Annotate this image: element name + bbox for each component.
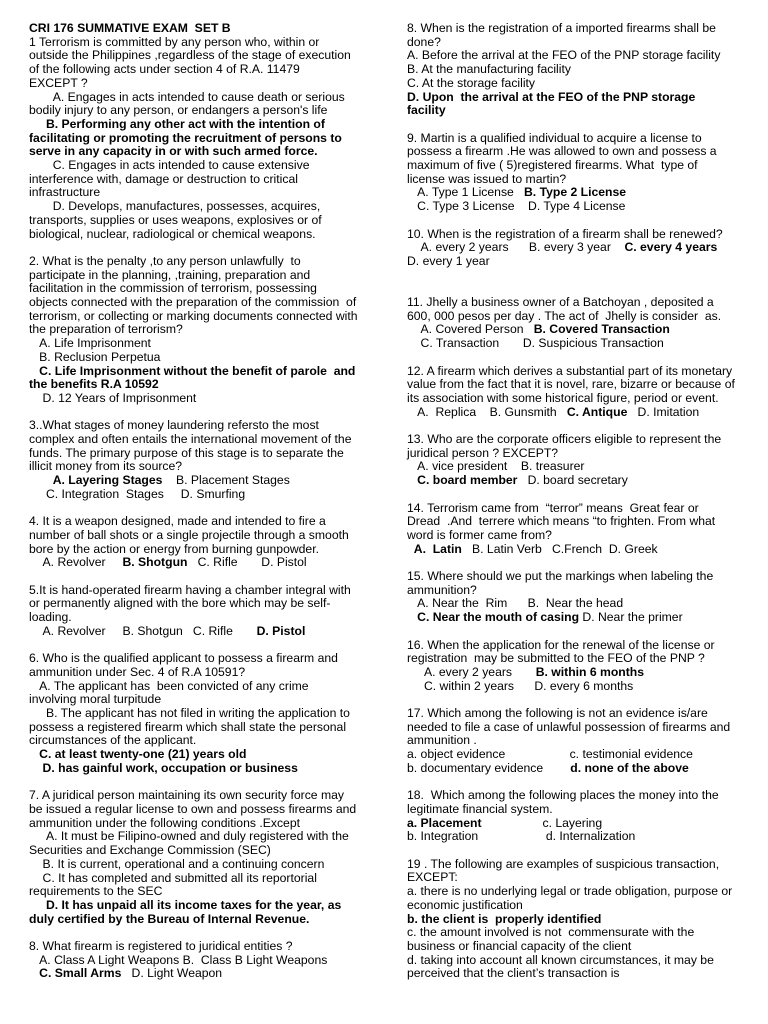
exam-title: CRI 176 SUMMATIVE EXAM SET B — [29, 21, 231, 35]
blank-line — [29, 241, 374, 255]
text-line: a. there is no underlying legal or trade obligation, purpose or — [407, 884, 733, 899]
text-line — [407, 611, 747, 625]
answer-line: C. at least twenty-one (21) years old — [29, 747, 247, 762]
text-line: 16. When the application for the renewal of the license or — [407, 637, 715, 652]
text-line: 10. When is the registration of a firearm shall be renewed? — [407, 226, 723, 241]
text-line: C. Type 3 License D. Type 4 License — [407, 199, 626, 214]
text-line: A. Life Imprisonment — [29, 336, 151, 351]
text-line: infrastructure — [29, 185, 101, 200]
blank-line — [407, 269, 747, 283]
line-segment: A. Revolver — [29, 555, 123, 570]
text-line: 7. A juridical person maintaining its own security force may — [29, 788, 344, 803]
answer-text: d. none of the above — [570, 760, 689, 775]
text-line: 13. Who are the corporate officers eligible to represent the — [407, 432, 722, 446]
text-line: C. It has completed and submitted all its reportorial — [29, 870, 317, 885]
text-line: interference with, damage or destruction to critical — [29, 171, 298, 186]
blank-line — [407, 351, 747, 365]
answer-line: C. Life Imprisonment without the benefit of parole and — [29, 363, 356, 378]
text-line: biological, nuclear, radiological or chemical weapons. — [29, 226, 316, 241]
text-line: value from the fact that it is novel, rare, bizarre or because of — [407, 377, 735, 392]
text-line — [407, 543, 747, 557]
text-line: illicit money from its source? — [29, 459, 183, 474]
text-line: the preparation of terrorism? — [29, 322, 183, 337]
text-line: A. vice president B. treasurer — [407, 459, 585, 474]
text-line: needed to file a case of unlawful possession of firearms and — [407, 719, 731, 734]
text-line: 2. What is the penalty ,to any person unlawfully to — [29, 253, 301, 268]
text-line: B. It is current, operational and a continuing concern — [29, 856, 325, 871]
line-segment: A. every 2 years B. every 3 year — [407, 240, 625, 255]
text-line: business or financial capacity of the client — [407, 938, 632, 953]
text-line: participate in the planning, ,training, preparation and — [29, 267, 311, 282]
text-line — [407, 666, 747, 680]
text-line — [407, 186, 747, 200]
text-line: A. The applicant has been convicted of any crime — [29, 678, 309, 693]
answer-text: C. every 4 years — [624, 240, 718, 255]
answer-text: B. Type 2 License — [524, 185, 627, 200]
answer-text: B. Covered Transaction — [533, 322, 670, 337]
text-line: possess a registered firearm which shall state the personal — [29, 719, 347, 734]
line-segment: C. Rifle D. Pistol — [187, 555, 307, 570]
answer-line: D. has gainful work, occupation or business — [29, 760, 298, 775]
answer-text: D. Pistol — [256, 623, 306, 638]
answer-text: B. Shotgun — [122, 555, 188, 570]
text-line: 18. Which among the following places the money into the — [407, 788, 719, 803]
right-column — [407, 22, 747, 981]
line-segment: A. Revolver B. Shotgun C. Rifle — [29, 623, 257, 638]
text-line: registration may be submitted to the FEO of the PNP ? — [407, 651, 705, 666]
answer-text: C. Antique — [566, 404, 628, 419]
blank-line — [407, 488, 747, 502]
text-line: requirements to the SEC — [29, 884, 163, 899]
text-line: ammunition under Sec. 4 of R.A 10591? — [29, 664, 246, 679]
text-line: involving moral turpitude — [29, 692, 162, 707]
line-segment: c. Layering — [481, 815, 603, 830]
text-line: EXCEPT: — [407, 870, 458, 885]
blank-line — [29, 639, 374, 653]
text-line: be issued a regular license to own and possess firearms and — [29, 801, 357, 816]
text-line — [407, 241, 747, 255]
text-line: C. At the storage facility — [407, 75, 536, 90]
answer-text: A. Layering Stages — [52, 473, 163, 488]
text-line: Dread .And terrere which means “to frighten. From what — [407, 514, 716, 529]
text-line: number of ball shots or a single projectile through a smooth — [29, 527, 349, 542]
text-line: D. every 1 year — [407, 253, 490, 268]
answer-line: D. Upon the arrival at the FEO of the PNP storage — [407, 89, 696, 104]
text-line: A. Near the Rim B. Near the head — [407, 596, 624, 611]
answer-line: facility — [407, 103, 446, 118]
text-line: 8. When is the registration of a imported firearms shall be — [407, 21, 716, 35]
text-line: b. Integration d. Internalization — [407, 829, 636, 844]
text-line: 5.It is hand-operated firearm having a chamber integral with — [29, 582, 351, 597]
text-line — [29, 967, 374, 981]
text-line: juridical person ? EXCEPT? — [407, 445, 559, 460]
text-line: 1 Terrorism is committed by any person who, within or — [29, 34, 320, 49]
text-line: economic justification — [407, 897, 523, 912]
text-line: B. At the manufacturing facility — [407, 62, 571, 77]
blank-line — [29, 502, 374, 516]
blank-line — [407, 776, 747, 790]
text-line — [407, 817, 747, 831]
blank-line — [407, 625, 747, 639]
left-column — [29, 22, 374, 981]
text-line: d. taking into account all known circumstances, it may be — [407, 952, 714, 967]
answer-text: B. within 6 months — [535, 664, 645, 679]
text-line: D. 12 Years of Imprisonment — [29, 390, 197, 405]
text-line: 8. What firearm is registered to juridical entities ? — [29, 939, 293, 953]
blank-line — [407, 693, 747, 707]
text-line: bore by the action or energy from burning gunpowder. — [29, 541, 319, 556]
text-line: A. It must be Filipino-owned and duly registered with the — [29, 829, 349, 844]
text-line: c. the amount involved is not commensurate with the — [407, 925, 695, 940]
line-segment: D. board secretary — [517, 473, 628, 488]
text-line: perceived that the client’s transaction is — [407, 966, 620, 981]
blank-line — [407, 556, 747, 570]
answer-line: b. the client is properly identified — [407, 911, 602, 926]
blank-line — [407, 282, 747, 296]
line-segment: D. Light Weapon — [121, 966, 223, 981]
line-segment — [29, 966, 39, 980]
text-line: C. within 2 years D. every 6 months — [407, 678, 634, 693]
blank-line — [29, 406, 374, 420]
blank-line — [407, 118, 747, 132]
text-line: bodily injury to any person, or endangers a person's life — [29, 103, 328, 118]
text-line: 3..What stages of money laundering refersto the most — [29, 418, 319, 433]
text-line: ammunition under the following conditions .Except — [29, 815, 300, 830]
text-line: C. Transaction D. Suspicious Transaction — [407, 336, 664, 351]
text-line: transports, supplies or uses weapons, explosives or of — [29, 212, 322, 227]
text-line: 12. A firearm which derives a substantial part of its monetary — [407, 363, 733, 378]
line-segment: A. Covered Person — [407, 322, 534, 337]
line-segment — [407, 542, 414, 556]
text-line: loading. — [29, 610, 72, 625]
text-line: A. Class A Light Weapons B. Class B Light Weapons — [29, 952, 328, 967]
text-line: B. The applicant has not filed in writing the application to — [29, 706, 350, 721]
line-segment — [29, 473, 53, 487]
text-line: 4. It is a weapon designed, made and intended to fire a — [29, 514, 326, 529]
text-line: possess a firearm .He was allowed to own and possess a — [407, 144, 717, 159]
answer-text: C. board member — [417, 473, 518, 488]
text-line: terrorism, or collecting or marking documents connected with — [29, 308, 358, 323]
answer-text: C. Small Arms — [39, 966, 122, 981]
text-line — [29, 474, 374, 488]
text-line: 15. Where should we put the markings when labeling the — [407, 569, 714, 583]
line-segment: A. Type 1 License — [407, 185, 524, 200]
answer-line: facilitating or promoting the recruitment of persons to — [29, 130, 342, 145]
blank-line — [407, 419, 747, 433]
text-line: circumstances of the applicant. — [29, 733, 197, 748]
text-line: B. Reclusion Perpetua — [29, 349, 161, 364]
text-line — [29, 625, 374, 639]
text-line: EXCEPT ? — [29, 75, 88, 90]
text-line: 11. Jhelly a business owner of a Batchoyan , deposited a — [407, 295, 714, 309]
answer-line: duly certified by the Bureau of Internal Revenue. — [29, 911, 310, 926]
text-line: 17. Which among the following is not an evidence is/are — [407, 706, 708, 720]
text-line: D. Develops, manufactures, possesses, acquires, — [29, 199, 321, 214]
line-segment — [407, 473, 417, 487]
line-segment: B. Placement Stages — [162, 473, 290, 488]
text-line: complex and often entails the international movement of the — [29, 432, 352, 447]
text-line: facilitation in the commission of terrorism, possessing — [29, 281, 317, 296]
text-line — [407, 762, 747, 776]
text-line — [29, 556, 374, 570]
text-line: C. Engages in acts intended to cause extensive — [29, 158, 310, 173]
text-line: its association with some historical figure, period or event. — [407, 390, 719, 405]
text-line: C. Integration Stages D. Smurfing — [29, 486, 246, 501]
text-line: 6. Who is the qualified applicant to possess a firearm and — [29, 651, 338, 666]
line-segment: D. Imitation — [627, 404, 700, 419]
blank-line — [407, 214, 747, 228]
answer-text: a. Placement — [407, 815, 482, 830]
text-line: A. Engages in acts intended to cause death or serious — [29, 89, 345, 104]
text-line: license was issued to martin? — [407, 171, 567, 186]
answer-line: serve in any capacity in or with such armed force. — [29, 144, 318, 159]
text-line: of the following acts under section 4 of R.A. 11479 — [29, 62, 300, 77]
text-line: legitimate financial system. — [407, 801, 553, 816]
line-segment: A. Replica B. Gunsmith — [407, 404, 567, 419]
text-line: Securities and Exchange Commission (SEC) — [29, 843, 271, 858]
text-line: 9. Martin is a qualified individual to acquire a license to — [407, 130, 702, 145]
text-line: 19 . The following are examples of suspicious transaction, — [407, 856, 720, 871]
line-segment: B. Latin Verb C.French D. Greek — [461, 541, 658, 556]
text-line: ammunition . — [407, 733, 477, 748]
text-line — [407, 406, 747, 420]
answer-text: A. Latin — [413, 541, 462, 556]
text-line: funds. The primary purpose of this stage is to separate the — [29, 445, 344, 460]
blank-line — [29, 926, 374, 940]
answer-line: B. Performing any other act with the intention of — [29, 116, 325, 131]
text-line: done? — [407, 34, 441, 49]
text-line: ammunition? — [407, 582, 477, 597]
text-line — [407, 323, 747, 337]
blank-line — [29, 570, 374, 584]
text-line — [407, 474, 747, 488]
blank-line — [29, 776, 374, 790]
text-line: objects connected with the preparation of the commission of — [29, 295, 357, 310]
answer-text: C. Near the mouth of casing — [417, 610, 580, 625]
answer-line: the benefits R.A 10592 — [29, 377, 159, 392]
text-line: maximum of five ( 5)registered firearms. What type of — [407, 158, 698, 173]
text-line: or permanently aligned with the bore which may be self- — [29, 596, 331, 611]
text-line: A. Before the arrival at the FEO of the PNP storage facility — [407, 48, 721, 63]
text-line: outside the Philippines ,regardless of the stage of execution — [29, 48, 351, 63]
line-segment — [407, 610, 417, 624]
text-line: 14. Terrorism came from “terror” means Great fear or — [407, 500, 699, 515]
line-segment: b. documentary evidence — [407, 760, 571, 775]
text-line: a. object evidence c. testimonial evidence — [407, 747, 693, 762]
answer-line: D. It has unpaid all its income taxes for the year, as — [29, 897, 342, 912]
line-segment: D. Near the primer — [579, 610, 683, 625]
text-line: 600, 000 pesos per day . The act of Jhelly is consider as. — [407, 308, 722, 323]
blank-line — [407, 844, 747, 858]
line-segment: A. every 2 years — [407, 664, 536, 679]
text-line: word is former came from? — [407, 527, 552, 542]
